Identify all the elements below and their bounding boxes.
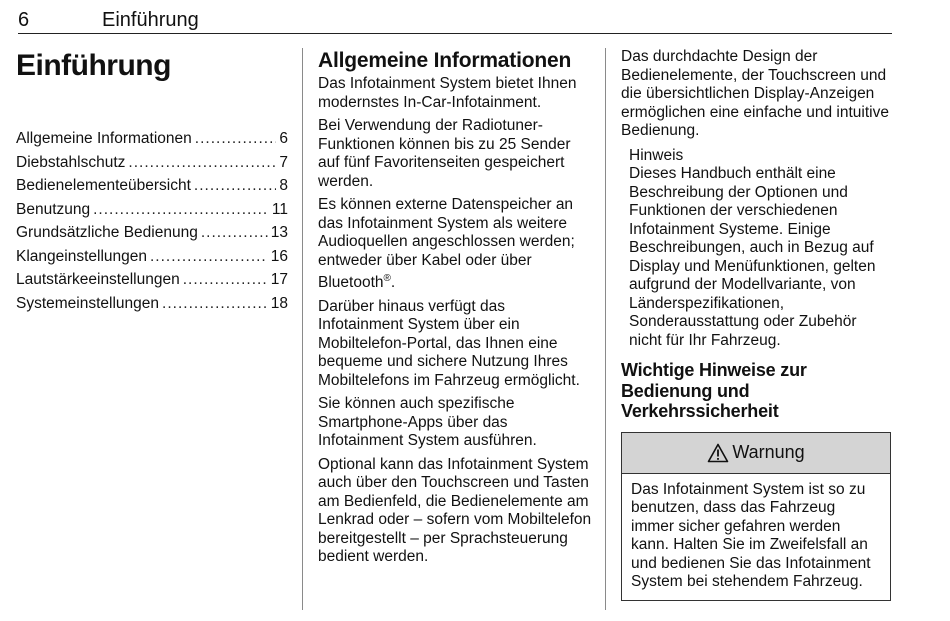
toc-entry-page: 11 — [271, 200, 288, 218]
subsection-heading: Wichtige Hinweise zur Bedienung und Verkehrssicherheit — [621, 360, 807, 421]
toc-leader-dots — [93, 198, 269, 222]
toc-entry-bedienelementeuebersicht[interactable] — [16, 174, 288, 198]
safety-column — [621, 48, 893, 601]
toc-entry-allgemeine-informationen[interactable] — [16, 127, 288, 151]
body-paragraph-bluetooth — [318, 196, 594, 293]
table-of-contents — [16, 127, 288, 315]
body-paragraph: Das durchdachte Design der Bedienelemente, der Touchscreen und die übersichtlichen Display-Anzeigen ermöglichen eine einfache und intuitive Bedienung. — [621, 48, 889, 139]
general-info-column — [318, 48, 594, 572]
running-header-title: Einführung — [102, 9, 199, 31]
warning-triangle-icon — [707, 443, 729, 463]
toc-leader-dots — [194, 174, 276, 198]
body-paragraph: Optional kann das Infotainment System auch über den Touchscreen und Tasten am Bedienfeld, die Bedienelemente am Lenkrad oder – sofern vom Mobiltelefon bereitgestellt – per Sprachsteuerung bedient werden. — [318, 455, 592, 566]
body-paragraph: Sie können auch spezifische Smartphone-Apps über das Infotainment System ausführen. — [318, 395, 537, 450]
toc-entry-diebstahlschutz[interactable] — [16, 151, 288, 175]
toc-leader-dots — [183, 268, 268, 292]
toc-entry-title: Diebstahlschutz — [16, 153, 126, 171]
toc-leader-dots — [195, 127, 277, 151]
toc-entry-klangeinstellungen[interactable] — [16, 245, 288, 269]
toc-entry-title: Benutzung — [16, 200, 91, 218]
warning-text: Das Infotainment System ist so zu benutzen, dass das Fahrzeug immer sicher gefahren werden kann. Halten Sie im Zweifelsfall an und bedienen Sie das Infotainment System bei stehendem Fahrzeug. — [631, 480, 871, 590]
toc-entry-page: 8 — [279, 177, 288, 194]
toc-entry-title: Systemeinstellungen — [16, 294, 160, 312]
toc-leader-dots — [162, 292, 268, 316]
body-paragraph: Darüber hinaus verfügt das Infotainment System über ein Mobiltelefon-Portal, das Ihnen eine bequeme und sichere Nutzung Ihres Mobiltelefons im Fahrzeug ermöglicht. — [318, 297, 580, 389]
toc-leader-dots — [128, 151, 276, 175]
toc-entry-lautstaerkeeinstellungen[interactable] — [16, 268, 288, 292]
section-title: Allgemeine Informationen — [318, 49, 572, 72]
body-paragraph: Das Infotainment System bietet Ihnen modernstes In-Car-Infotainment. — [318, 75, 577, 111]
toc-entry-title: Lautstärkeeinstellungen — [16, 271, 180, 288]
toc-entry-page: 18 — [270, 294, 288, 312]
page-number: 6 — [18, 9, 30, 31]
note-block — [629, 147, 893, 351]
toc-entry-title: Bedienelementeübersicht — [16, 177, 191, 194]
paragraph-text: Es können externe Datenspeicher an das Infotainment System als weitere Audioquellen angeschlossen werden; entweder über Kabel oder über Bluetooth — [318, 196, 575, 292]
warning-header — [622, 433, 890, 474]
toc-entry-benutzung[interactable] — [16, 198, 288, 222]
toc-leader-dots — [150, 245, 268, 269]
column-divider — [302, 48, 303, 610]
note-text: Dieses Handbuch enthält eine Beschreibung der Optionen und Funktionen der verschiedenen Infotainment Systeme. Einige Beschreibungen, auch in Bezug auf Display und Menüfunktionen, gelten aufgrund der Modellvariante, von Länderspezifikationen, Sonderausstattung oder Zubehör nicht für Ihr Fahrzeug. — [629, 165, 876, 349]
chapter-title: Einführung — [16, 49, 171, 82]
toc-entry-grundsaetzliche-bedienung[interactable] — [16, 221, 288, 245]
toc-entry-page: 13 — [270, 224, 288, 241]
page-header — [18, 9, 892, 34]
note-title: Hinweis — [629, 146, 684, 164]
toc-entry-title: Allgemeine Informationen — [16, 130, 192, 147]
trademark-symbol: ® — [383, 273, 391, 284]
column-divider — [605, 48, 606, 610]
body-paragraph: Bei Verwendung der Radiotuner-Funktionen können bis zu 25 Sender auf fünf Favoritenseiten gespeichert werden. — [318, 117, 571, 190]
warning-title: Warnung — [732, 442, 805, 462]
toc-entry-title: Klangeinstellungen — [16, 247, 147, 265]
warning-box — [621, 432, 891, 601]
toc-leader-dots — [201, 221, 268, 245]
toc-entry-systemeinstellungen[interactable] — [16, 292, 288, 316]
toc-column — [16, 48, 288, 312]
toc-entry-page: 6 — [279, 130, 288, 147]
toc-entry-page: 17 — [270, 271, 288, 288]
toc-entry-page: 16 — [270, 247, 288, 265]
toc-entry-page: 7 — [279, 153, 288, 171]
paragraph-end: . — [390, 274, 396, 292]
toc-entry-title: Grundsätzliche Bedienung — [16, 224, 198, 241]
